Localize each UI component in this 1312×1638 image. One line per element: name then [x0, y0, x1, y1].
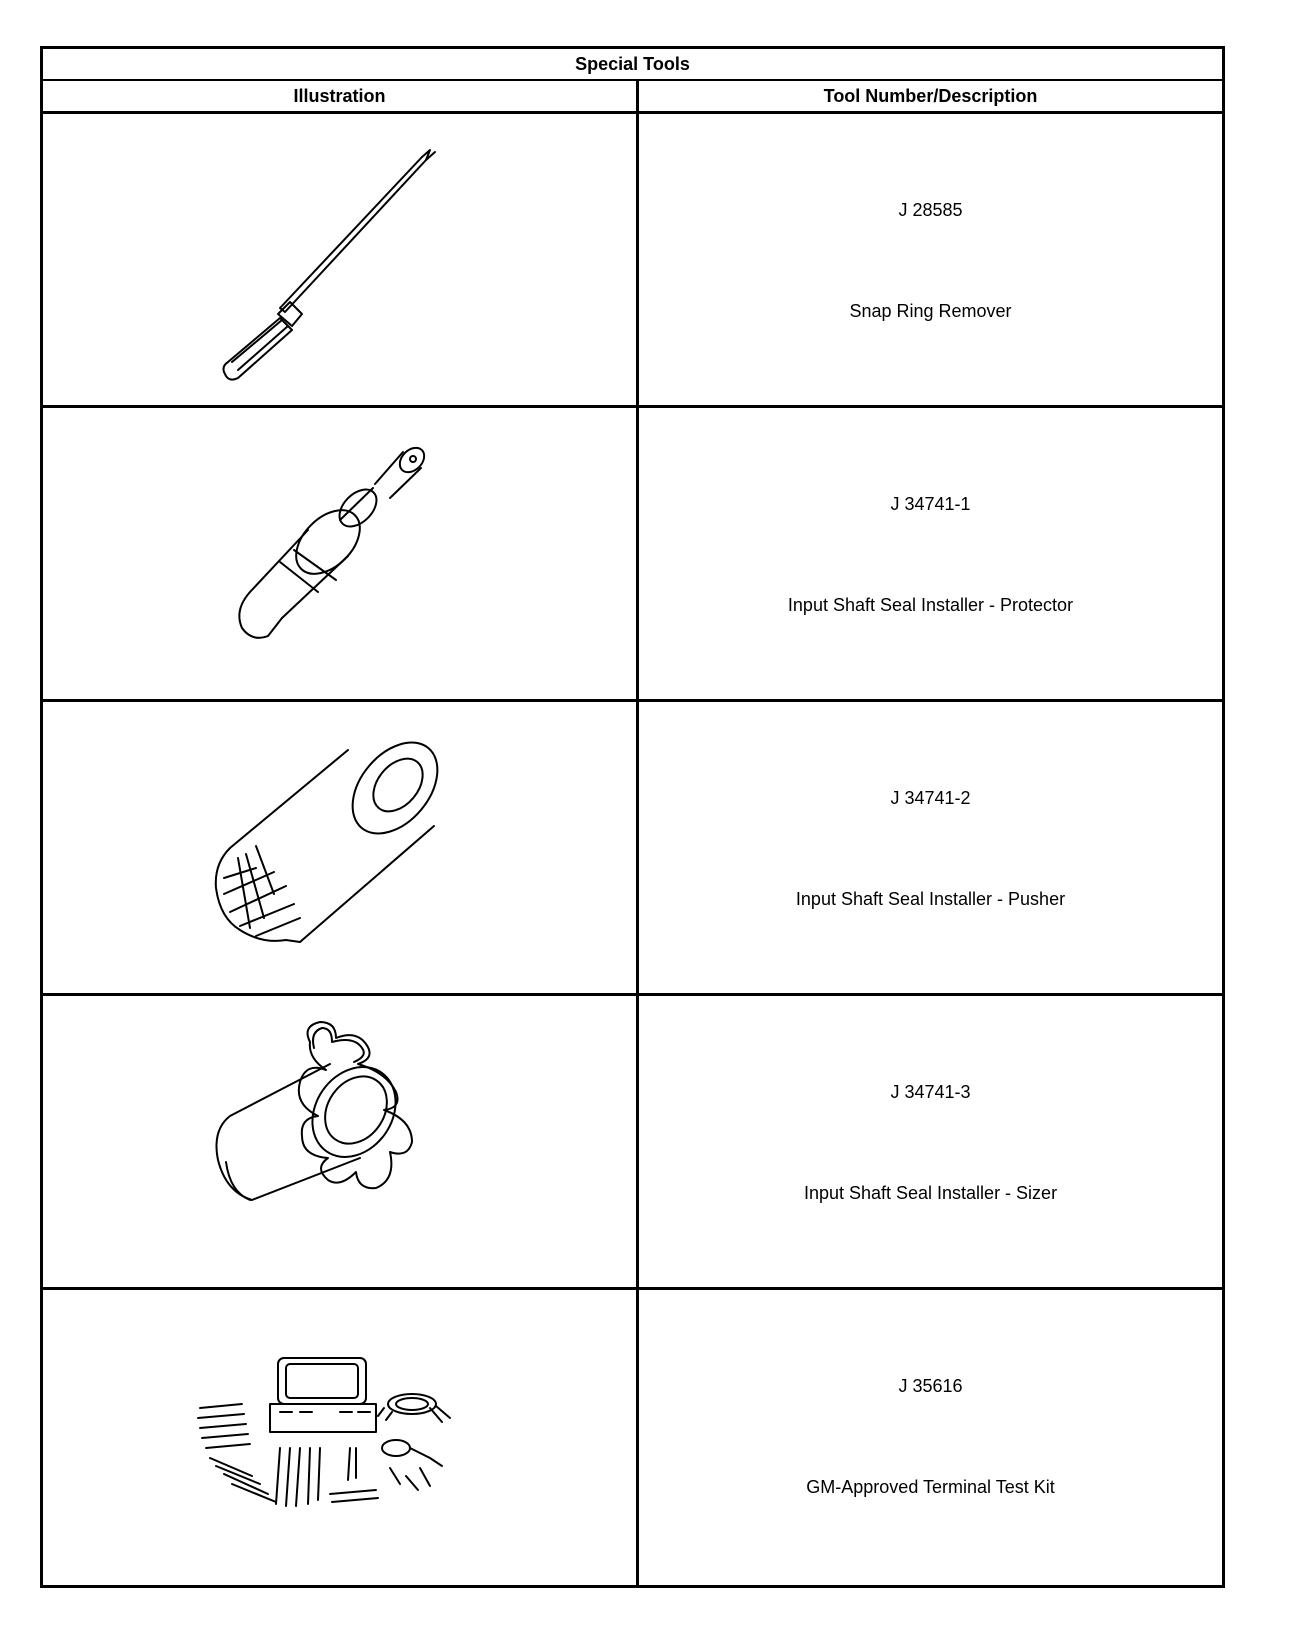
tool-number: J 34741-1 [890, 494, 971, 514]
table-row [43, 1290, 1222, 1585]
seal-sizer-illustration [190, 1012, 490, 1272]
illustration-cell [43, 114, 639, 405]
terminal-test-kit-illustration [180, 1308, 500, 1568]
seal-pusher-illustration [190, 718, 490, 978]
header-tool-number: Tool Number/Description [823, 85, 1038, 106]
illustration-cell [43, 1290, 639, 1585]
table-header-row [43, 81, 1222, 114]
tool-cell [639, 408, 1222, 699]
header-illustration: Illustration [43, 81, 639, 111]
tool-description: Input Shaft Seal Installer - Pusher [795, 889, 1066, 909]
tool-number: J 34741-2 [890, 788, 971, 808]
tool-cell [639, 702, 1222, 993]
tool-cell [639, 114, 1222, 405]
table-row [43, 996, 1222, 1290]
tool-description: Input Shaft Seal Installer - Sizer [803, 1183, 1058, 1203]
tool-number: J 34741-3 [890, 1082, 971, 1102]
table-row [43, 702, 1222, 996]
tool-cell [639, 996, 1222, 1287]
table-title: Special Tools [43, 49, 1222, 81]
tool-description: Input Shaft Seal Installer - Protector [787, 595, 1074, 615]
snap-ring-remover-illustration [190, 130, 490, 390]
illustration-cell [43, 702, 639, 993]
tool-number: J 28585 [898, 200, 963, 220]
illustration-cell [43, 408, 639, 699]
table-row [43, 114, 1222, 408]
table-row [43, 408, 1222, 702]
seal-protector-illustration [190, 424, 490, 684]
tool-description: GM-Approved Terminal Test Kit [806, 1477, 1055, 1497]
tool-cell [639, 1290, 1222, 1585]
tool-number: J 35616 [898, 1376, 963, 1396]
special-tools-table [40, 46, 1225, 1588]
tool-description: Snap Ring Remover [849, 301, 1012, 321]
illustration-cell [43, 996, 639, 1287]
